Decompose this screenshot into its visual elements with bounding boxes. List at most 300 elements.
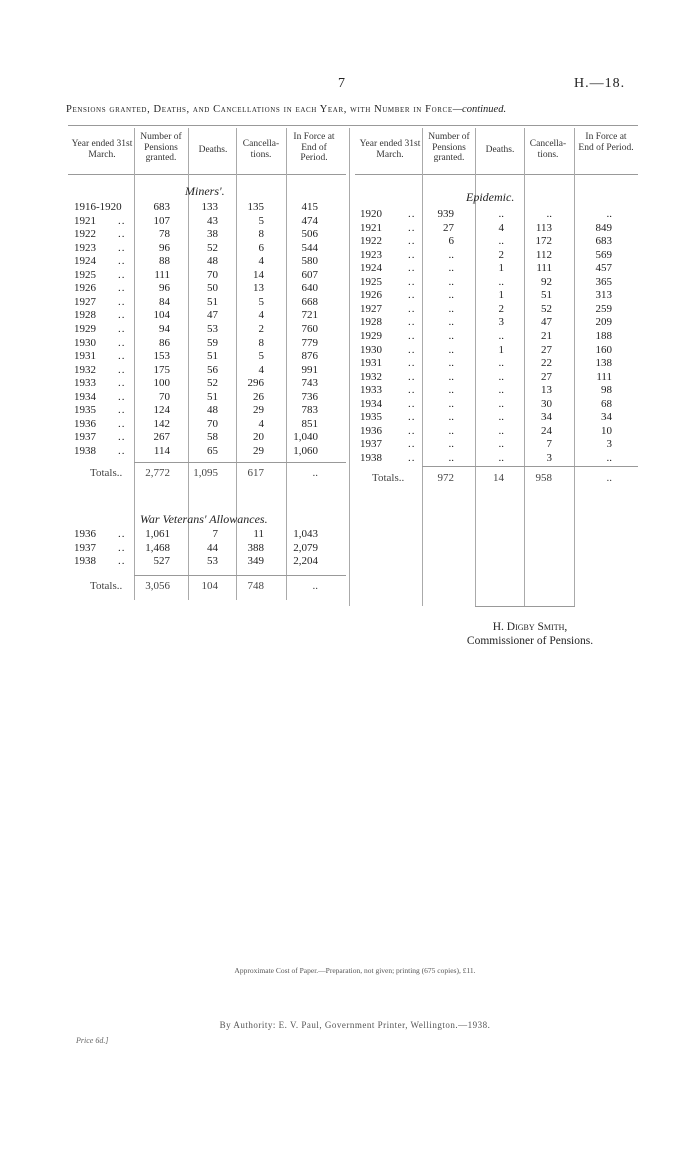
table-row xyxy=(74,391,346,404)
granted-cell: .. xyxy=(448,370,454,383)
in-force-cell: 849 xyxy=(595,221,612,234)
in-force-cell: 607 xyxy=(301,268,318,281)
leader-dots: .. xyxy=(408,438,416,451)
deaths-cell: 65 xyxy=(207,444,218,457)
title-continued: —continued. xyxy=(452,104,507,115)
year-cell: 1937 xyxy=(74,431,96,444)
war-veterans-section-title: War Veterans' Allowances. xyxy=(140,512,268,526)
in-force-cell: 2,204 xyxy=(293,555,318,568)
granted-cell: 153 xyxy=(153,350,170,363)
year-cell: 1920 xyxy=(360,208,382,220)
leader-dots: .. xyxy=(408,208,416,220)
year-cell: 1926 xyxy=(74,282,96,295)
totals-label: Totals.. xyxy=(90,580,123,592)
table-row xyxy=(360,330,640,343)
granted-cell: 86 xyxy=(159,336,170,349)
cost-note: Approximate Cost of Paper.—Preparation, not given; printing (675 copies), £11. xyxy=(234,966,476,975)
granted-cell: .. xyxy=(448,343,454,356)
page-number: 7 xyxy=(338,76,345,91)
cancellations-cell: 5 xyxy=(258,350,264,363)
granted-cell: .. xyxy=(448,289,454,302)
deaths-cell: 43 xyxy=(207,214,218,227)
granted-cell: 107 xyxy=(153,214,170,227)
deaths-cell: .. xyxy=(498,451,504,464)
year-cell: 1936 xyxy=(74,528,96,540)
deaths-cell: 44 xyxy=(207,541,218,554)
granted-cell: 124 xyxy=(153,404,170,417)
totals-label: Totals.. xyxy=(90,467,123,479)
table-row xyxy=(74,542,346,555)
granted-cell: 111 xyxy=(154,268,170,281)
year-cell: 1936 xyxy=(360,424,382,437)
table-row xyxy=(360,425,640,438)
granted-total: 2,772 xyxy=(145,467,170,479)
totals-label: Totals.. xyxy=(372,472,405,484)
cancellations-cell: 5 xyxy=(258,214,264,227)
in-force-cell: 721 xyxy=(301,309,318,322)
table-row xyxy=(74,404,346,417)
leader-dots: .. xyxy=(118,214,126,227)
deaths-cell: 53 xyxy=(207,555,218,568)
cancellations-cell: 6 xyxy=(258,241,264,254)
year-cell: 1931 xyxy=(360,357,382,370)
deaths-cell: 58 xyxy=(207,431,218,444)
deaths-cell: 59 xyxy=(207,336,218,349)
cancellations-cell: 5 xyxy=(258,295,264,308)
cancellations-cell: 27 xyxy=(541,343,552,356)
leader-dots: .. xyxy=(408,329,416,342)
totals-row xyxy=(74,580,346,593)
in-force-cell: 474 xyxy=(301,214,318,227)
in-force-cell: 98 xyxy=(601,384,612,397)
leader-dots: .. xyxy=(408,302,416,315)
in-force-cell: 783 xyxy=(301,404,318,417)
year-cell: 1932 xyxy=(74,363,96,376)
leader-dots: .. xyxy=(118,555,126,568)
table-row xyxy=(74,377,346,390)
year-cell: 1916-1920 xyxy=(74,201,122,213)
leader-dots: .. xyxy=(408,316,416,329)
cancellations-cell: 4 xyxy=(258,255,264,268)
left-header-granted: Number of Pensions granted. xyxy=(140,132,182,163)
granted-cell: .. xyxy=(448,316,454,329)
signature-block xyxy=(440,620,620,648)
signature-rule xyxy=(475,606,575,607)
year-cell: 1921 xyxy=(360,221,382,234)
in-force-cell: 3 xyxy=(606,438,612,451)
table-row xyxy=(74,528,346,541)
cancellations-cell: 8 xyxy=(258,228,264,241)
year-cell: 1937 xyxy=(74,541,96,554)
year-cell: 1924 xyxy=(74,255,96,268)
table-row xyxy=(74,269,346,282)
year-cell: 1931 xyxy=(74,350,96,363)
leader-dots: .. xyxy=(408,289,416,302)
deaths-cell: 53 xyxy=(207,322,218,335)
leader-dots: .. xyxy=(118,336,126,349)
left-header-deaths: Deaths. xyxy=(198,145,228,155)
table-row xyxy=(360,357,640,370)
in-force-cell: 569 xyxy=(595,248,612,261)
granted-cell: 1,468 xyxy=(145,541,170,554)
in-force-cell: 457 xyxy=(595,262,612,275)
in-force-cell: 2,079 xyxy=(293,541,318,554)
year-cell: 1922 xyxy=(74,228,96,241)
granted-cell: 94 xyxy=(159,322,170,335)
in-force-cell: 1,060 xyxy=(293,444,318,457)
signature-name: H. Digby Smith, xyxy=(492,621,568,633)
table-row xyxy=(74,201,346,214)
table-row xyxy=(74,445,346,458)
granted-cell: 142 xyxy=(153,417,170,430)
right-header-deaths: Deaths. xyxy=(485,145,515,155)
price-note: Price 6d.] xyxy=(76,1036,109,1045)
year-cell: 1928 xyxy=(360,316,382,329)
granted-cell: 104 xyxy=(153,309,170,322)
granted-cell: .. xyxy=(448,357,454,370)
table-row xyxy=(74,431,346,444)
leader-dots: .. xyxy=(118,541,126,554)
table-row xyxy=(74,255,346,268)
deaths-cell: .. xyxy=(498,370,504,383)
right-header-bottom-rule xyxy=(355,174,638,175)
granted-cell: 683 xyxy=(153,201,170,213)
leader-dots: .. xyxy=(118,417,126,430)
year-cell: 1930 xyxy=(74,336,96,349)
in-force-cell: 313 xyxy=(595,289,612,302)
deaths-cell: 51 xyxy=(207,390,218,403)
leader-dots: .. xyxy=(118,377,126,390)
leader-dots: .. xyxy=(118,528,126,540)
cancellations-cell: 11 xyxy=(253,528,264,540)
in-force-cell: 506 xyxy=(301,228,318,241)
left-header-year: Year ended 31st March. xyxy=(71,139,133,160)
in-force-cell: 736 xyxy=(301,390,318,403)
totals-row xyxy=(360,472,640,485)
table-row xyxy=(360,222,640,235)
granted-cell: .. xyxy=(448,262,454,275)
deaths-cell: 52 xyxy=(207,377,218,390)
in-force-cell: 10 xyxy=(601,424,612,437)
granted-cell: 939 xyxy=(437,208,454,220)
printer-authority: By Authority: E. V. Paul, Government Printer, Wellington.—1938. xyxy=(219,1020,491,1030)
table-row xyxy=(360,316,640,329)
granted-cell: 114 xyxy=(153,444,170,457)
leader-dots: .. xyxy=(408,451,416,464)
table-row xyxy=(360,276,640,289)
table-row xyxy=(360,289,640,302)
epidemic-totals-rule xyxy=(422,466,638,467)
year-cell: 1924 xyxy=(360,262,382,275)
cancellations-cell: 20 xyxy=(253,431,264,444)
left-header-in-force: In Force at End of Period. xyxy=(293,132,335,163)
granted-cell: .. xyxy=(448,424,454,437)
table-row xyxy=(360,303,640,316)
deaths-cell: .. xyxy=(498,329,504,342)
table-row xyxy=(74,364,346,377)
leader-dots: .. xyxy=(408,370,416,383)
in-force-cell: 259 xyxy=(595,302,612,315)
cancellations-cell: 13 xyxy=(253,282,264,295)
year-cell: 1923 xyxy=(74,241,96,254)
table-row xyxy=(360,438,640,451)
table-row xyxy=(360,262,640,275)
granted-cell: 88 xyxy=(159,255,170,268)
table-row xyxy=(74,228,346,241)
deaths-cell: 48 xyxy=(207,255,218,268)
table-row xyxy=(74,215,346,228)
year-cell: 1927 xyxy=(74,295,96,308)
deaths-cell: 1 xyxy=(498,262,504,275)
header-top-rule xyxy=(68,125,638,126)
right-header-year: Year ended 31st March. xyxy=(359,139,421,160)
leader-dots: .. xyxy=(118,444,126,457)
leader-dots: .. xyxy=(118,404,126,417)
document-reference: H.—18. xyxy=(574,76,626,91)
leader-dots: .. xyxy=(118,390,126,403)
granted-cell: 96 xyxy=(159,282,170,295)
leader-dots: .. xyxy=(408,424,416,437)
table-row xyxy=(360,344,640,357)
year-cell: 1935 xyxy=(74,404,96,417)
year-cell: 1932 xyxy=(360,370,382,383)
cancellations-total: 748 xyxy=(247,580,264,592)
year-cell: 1934 xyxy=(360,397,382,410)
deaths-cell: 52 xyxy=(207,241,218,254)
granted-total: 3,056 xyxy=(145,580,170,592)
year-cell: 1923 xyxy=(360,248,382,261)
deaths-cell: 1 xyxy=(498,343,504,356)
granted-cell: 1,061 xyxy=(145,528,170,540)
cancellations-cell: 135 xyxy=(247,201,264,213)
leader-dots: .. xyxy=(118,282,126,295)
deaths-cell: 50 xyxy=(207,282,218,295)
cancellations-cell: 22 xyxy=(541,357,552,370)
cancellations-cell: 349 xyxy=(247,555,264,568)
table-row xyxy=(74,242,346,255)
leader-dots: .. xyxy=(118,431,126,444)
table-row xyxy=(74,309,346,322)
deaths-cell: 51 xyxy=(207,350,218,363)
year-cell: 1930 xyxy=(360,343,382,356)
left-header-bottom-rule xyxy=(68,174,346,175)
in-force-total: .. xyxy=(312,467,318,479)
year-cell: 1936 xyxy=(74,417,96,430)
title-text: Pensions granted, Deaths, and Cancellations in each Year, with Number in Force xyxy=(66,104,453,115)
granted-cell: .. xyxy=(448,329,454,342)
in-force-cell: 209 xyxy=(595,316,612,329)
granted-cell: 96 xyxy=(159,241,170,254)
year-cell: 1937 xyxy=(360,438,382,451)
deaths-cell: 1 xyxy=(498,289,504,302)
in-force-cell: 580 xyxy=(301,255,318,268)
year-cell: 1933 xyxy=(360,384,382,397)
table-row xyxy=(360,249,640,262)
cancellations-cell: 26 xyxy=(253,390,264,403)
table-row xyxy=(74,337,346,350)
granted-cell: .. xyxy=(448,302,454,315)
leader-dots: .. xyxy=(118,322,126,335)
leader-dots: .. xyxy=(408,221,416,234)
leader-dots: .. xyxy=(118,228,126,241)
leader-dots: .. xyxy=(408,248,416,261)
cancellations-cell: 4 xyxy=(258,309,264,322)
in-force-cell: 111 xyxy=(596,370,612,383)
granted-total: 972 xyxy=(437,472,454,484)
table-row xyxy=(360,411,640,424)
deaths-cell: 7 xyxy=(212,528,218,540)
deaths-cell: .. xyxy=(498,235,504,248)
cancellations-cell: 8 xyxy=(258,336,264,349)
in-force-total: .. xyxy=(606,472,612,484)
table-row xyxy=(360,398,640,411)
cancellations-cell: 21 xyxy=(541,329,552,342)
totals-row xyxy=(74,467,346,480)
leader-dots: .. xyxy=(118,350,126,363)
year-cell: 1933 xyxy=(74,377,96,390)
cancellations-cell: 14 xyxy=(253,268,264,281)
granted-cell: 84 xyxy=(159,295,170,308)
in-force-cell: 851 xyxy=(301,417,318,430)
cancellations-total: 617 xyxy=(247,467,264,479)
in-force-cell: 365 xyxy=(595,275,612,288)
cancellations-cell: 3 xyxy=(546,451,552,464)
granted-cell: .. xyxy=(448,384,454,397)
leader-dots: .. xyxy=(408,235,416,248)
granted-cell: .. xyxy=(448,248,454,261)
right-header-cancellations: Cancella-tions. xyxy=(529,139,567,160)
in-force-cell: 415 xyxy=(301,201,318,213)
table-row xyxy=(74,418,346,431)
leader-dots: .. xyxy=(118,295,126,308)
deaths-cell: 2 xyxy=(498,248,504,261)
leader-dots: .. xyxy=(408,397,416,410)
cancellations-cell: 30 xyxy=(541,397,552,410)
leader-dots: .. xyxy=(118,255,126,268)
in-force-cell: .. xyxy=(606,451,612,464)
deaths-cell: 4 xyxy=(498,221,504,234)
granted-cell: .. xyxy=(448,397,454,410)
deaths-cell: 3 xyxy=(498,316,504,329)
deaths-cell: 70 xyxy=(207,268,218,281)
in-force-cell: 188 xyxy=(595,329,612,342)
deaths-cell: 2 xyxy=(498,302,504,315)
signature-role: Commissioner of Pensions. xyxy=(466,635,594,647)
cancellations-cell: 24 xyxy=(541,424,552,437)
granted-cell: 527 xyxy=(153,555,170,568)
cancellations-cell: 47 xyxy=(541,316,552,329)
deaths-total: 1,095 xyxy=(193,467,218,479)
deaths-cell: .. xyxy=(498,275,504,288)
table-row xyxy=(74,282,346,295)
leader-dots: .. xyxy=(408,275,416,288)
year-cell: 1929 xyxy=(74,322,96,335)
year-cell: 1925 xyxy=(74,268,96,281)
granted-cell: .. xyxy=(448,438,454,451)
deaths-cell: .. xyxy=(498,411,504,424)
miners-section-title: Miners'. xyxy=(185,184,225,198)
in-force-cell: 991 xyxy=(301,363,318,376)
in-force-total: .. xyxy=(312,580,318,592)
granted-cell: .. xyxy=(448,275,454,288)
cancellations-cell: 34 xyxy=(541,411,552,424)
table-row xyxy=(360,384,640,397)
deaths-cell: 48 xyxy=(207,404,218,417)
cancellations-cell: .. xyxy=(546,208,552,220)
table-row xyxy=(74,350,346,363)
in-force-cell: 1,043 xyxy=(293,528,318,540)
table-row xyxy=(74,323,346,336)
in-force-cell: 640 xyxy=(301,282,318,295)
deaths-cell: 70 xyxy=(207,417,218,430)
granted-cell: 78 xyxy=(159,228,170,241)
leader-dots: .. xyxy=(408,357,416,370)
granted-cell: .. xyxy=(448,451,454,464)
in-force-cell: 876 xyxy=(301,350,318,363)
right-header-in-force: In Force at End of Period. xyxy=(578,132,634,153)
in-force-cell: 1,040 xyxy=(293,431,318,444)
leader-dots: .. xyxy=(118,363,126,376)
right-header-granted: Number of Pensions granted. xyxy=(428,132,470,163)
cancellations-cell: 27 xyxy=(541,370,552,383)
deaths-cell: 51 xyxy=(207,295,218,308)
cancellations-cell: 51 xyxy=(541,289,552,302)
cancellations-cell: 4 xyxy=(258,417,264,430)
deaths-cell: 47 xyxy=(207,309,218,322)
deaths-cell: .. xyxy=(498,438,504,451)
table-row xyxy=(360,235,640,248)
cancellations-total: 958 xyxy=(535,472,552,484)
granted-cell: 70 xyxy=(159,390,170,403)
year-cell: 1938 xyxy=(74,555,96,568)
leader-dots: .. xyxy=(118,241,126,254)
deaths-total: 14 xyxy=(493,472,504,484)
granted-cell: 175 xyxy=(153,363,170,376)
cancellations-cell: 4 xyxy=(258,363,264,376)
granted-cell: 267 xyxy=(153,431,170,444)
in-force-cell: 544 xyxy=(301,241,318,254)
in-force-cell: 34 xyxy=(601,411,612,424)
year-cell: 1926 xyxy=(360,289,382,302)
leader-dots: .. xyxy=(118,268,126,281)
cancellations-cell: 13 xyxy=(541,384,552,397)
leader-dots: .. xyxy=(408,411,416,424)
deaths-cell: .. xyxy=(498,424,504,437)
in-force-cell: 743 xyxy=(301,377,318,390)
miners-totals-rule xyxy=(134,462,346,463)
cancellations-cell: 92 xyxy=(541,275,552,288)
granted-cell: 100 xyxy=(153,377,170,390)
cancellations-cell: 113 xyxy=(535,221,552,234)
year-cell: 1935 xyxy=(360,411,382,424)
leader-dots: .. xyxy=(408,384,416,397)
table-row xyxy=(360,371,640,384)
leader-dots: .. xyxy=(408,262,416,275)
year-cell: 1938 xyxy=(360,451,382,464)
year-cell: 1922 xyxy=(360,235,382,248)
year-cell: 1938 xyxy=(74,444,96,457)
year-cell: 1921 xyxy=(74,214,96,227)
cancellations-cell: 112 xyxy=(535,248,552,261)
table-divider xyxy=(349,128,350,606)
cancellations-cell: 388 xyxy=(247,541,264,554)
leader-dots: .. xyxy=(408,343,416,356)
left-header-cancellations: Cancella-tions. xyxy=(242,139,280,160)
war-veterans-totals-rule xyxy=(134,575,346,576)
year-cell: 1928 xyxy=(74,309,96,322)
epidemic-section-title: Epidemic. xyxy=(466,190,515,204)
deaths-cell: 56 xyxy=(207,363,218,376)
